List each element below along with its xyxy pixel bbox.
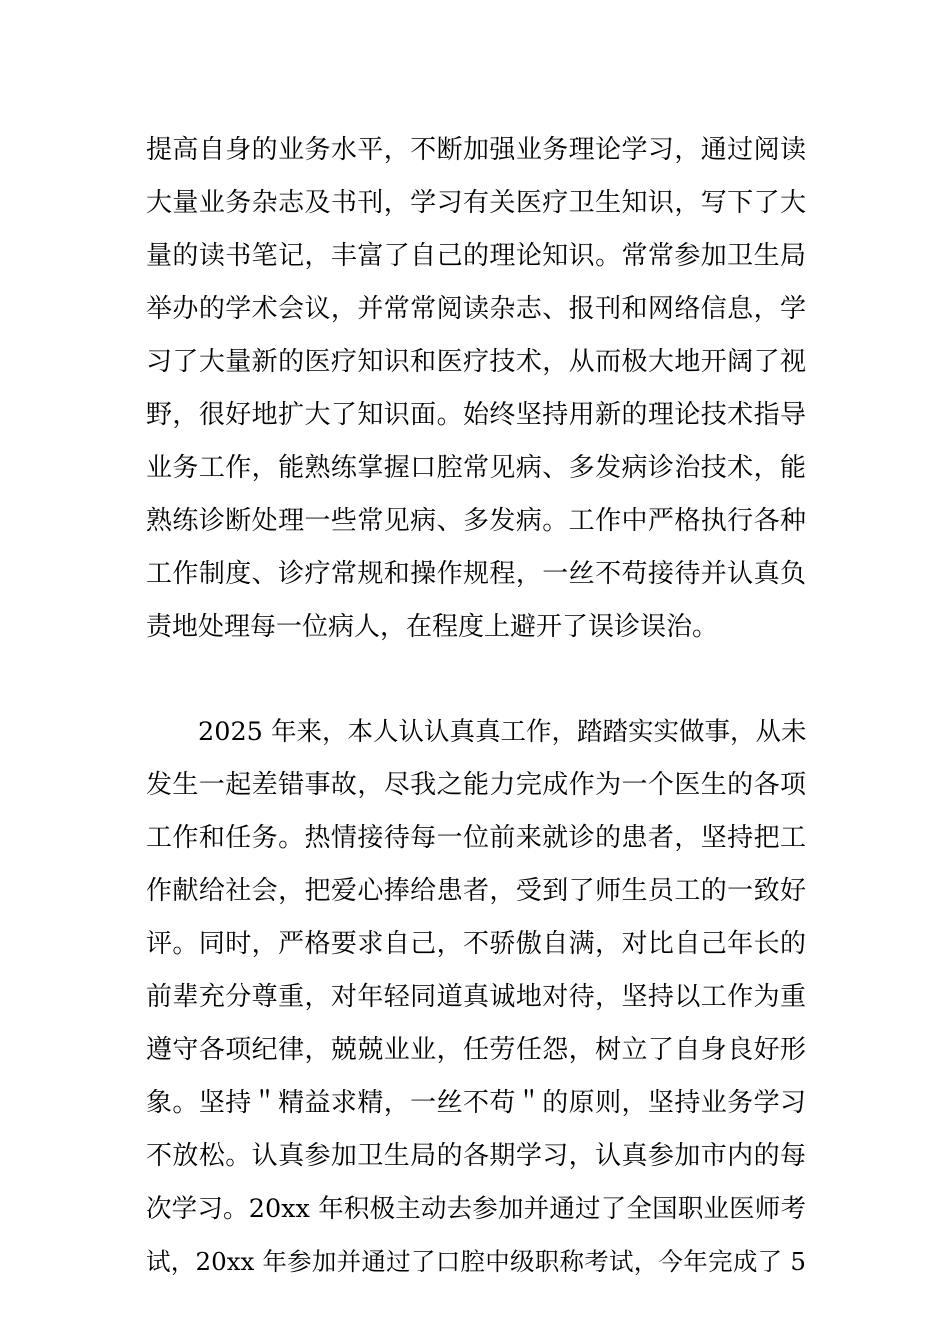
paragraph-2-line-3: 工作和任务。热情接待每一位前来就诊的患者，坚持把工 — [146, 823, 806, 853]
paragraph-1-line-2: 大量业务杂志及书刊，学习有关医疗卫生知识，写下了大 — [146, 188, 806, 218]
paragraph-2-line-5: 评。同时，严格要求自己，不骄傲自满，对比自己年长的 — [146, 929, 806, 959]
paragraph-2-line-7: 遵守各项纪律，兢兢业业，任劳任怨，树立了自身良好形 — [146, 1035, 806, 1065]
paragraph-1-line-10: 责地处理每一位病人，在程度上避开了误诊误治。 — [146, 612, 719, 642]
paragraph-2-line-1: 2025 年来，本人认认真真工作，踏踏实实做事，从未 — [198, 717, 807, 747]
paragraph-2-line-4: 作献给社会，把爱心捧给患者，受到了师生员工的一致好 — [146, 876, 806, 906]
paragraph-1-line-8: 熟练诊断处理一些常见病、多发病。工作中严格执行各种 — [146, 506, 806, 536]
paragraph-2-line-6: 前辈充分尊重，对年轻同道真诚地对待，坚持以工作为重 — [146, 982, 806, 1012]
paragraph-2-line-10: 次学习。20xx 年积极主动去参加并通过了全国职业医师考 — [146, 1194, 806, 1224]
paragraph-2-line-11: 试，20xx 年参加并通过了口腔中级职称考试，今年完成了 5 — [146, 1247, 806, 1276]
paragraph-1-line-9: 工作制度、诊疗常规和操作规程，一丝不苟接待并认真负 — [146, 559, 806, 589]
paragraph-1-line-5: 习了大量新的医疗知识和医疗技术，从而极大地开阔了视 — [146, 347, 806, 377]
paragraph-1-line-6: 野，很好地扩大了知识面。始终坚持用新的理论技术指导 — [146, 400, 806, 430]
paragraph-1-line-7: 业务工作，能熟练掌握口腔常见病、多发病诊治技术，能 — [146, 453, 806, 483]
paragraph-1-line-1: 提高自身的业务水平，不断加强业务理论学习，通过阅读 — [146, 135, 806, 165]
paragraph-2-line-8: 象。坚持＂精益求精，一丝不苟＂的原则，坚持业务学习 — [146, 1088, 806, 1118]
paragraph-1-line-4: 举办的学术会议，并常常阅读杂志、报刊和网络信息，学 — [146, 294, 806, 324]
paragraph-2-line-9: 不放松。认真参加卫生局的各期学习，认真参加市内的每 — [146, 1141, 806, 1171]
paragraph-1-line-3: 量的读书笔记，丰富了自己的理论知识。常常参加卫生局 — [146, 241, 806, 271]
paragraph-2-line-2: 发生一起差错事故，尽我之能力完成作为一个医生的各项 — [146, 770, 806, 800]
